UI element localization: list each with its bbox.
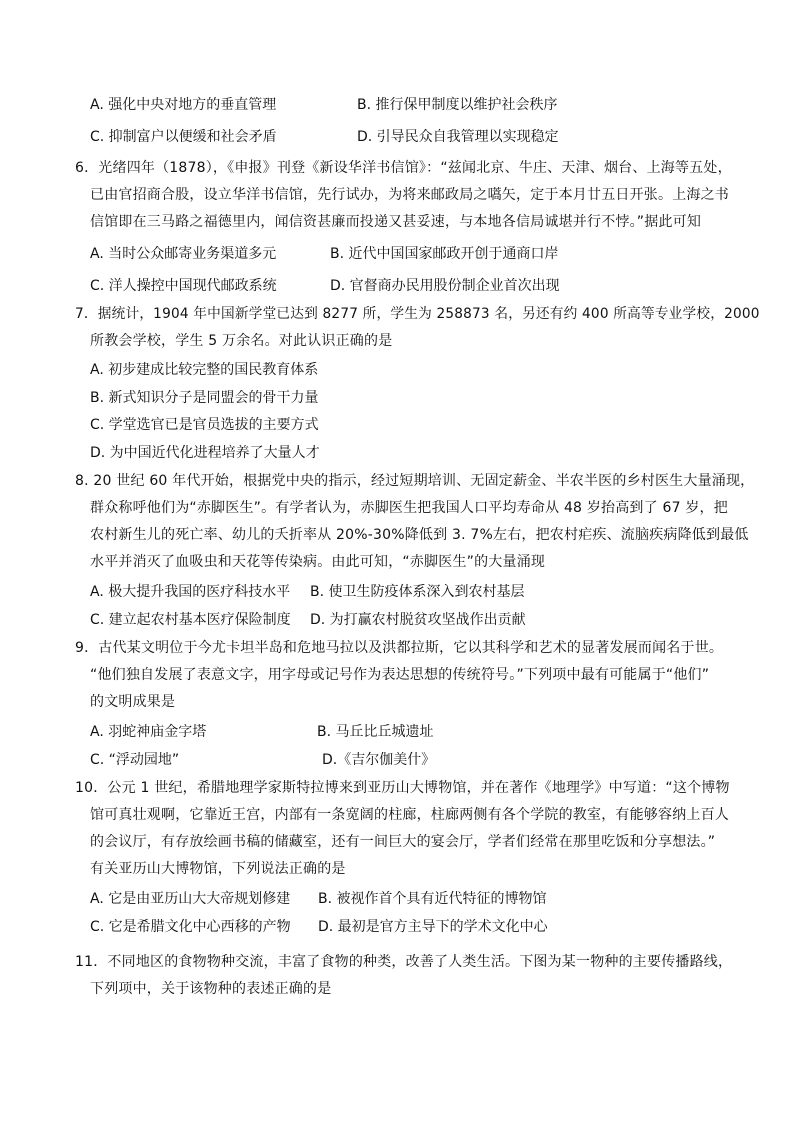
q7-option-a: A. 初步建成比较完整的国民教育体系 — [90, 362, 319, 378]
q6-option-b: B. 近代中国国家邮政开创于通商口岸 — [330, 246, 559, 262]
q5-option-a: A. 强化中央对地方的垂直管理 — [90, 97, 277, 113]
q10-option-b: B. 被视作首个具有近代特征的博物馆 — [318, 891, 547, 907]
q7-line-1: 7．据统计，1904 年中国新学堂已达到 8277 所，学生为 258873 名，另还有约 400 所高等专业学校，2000 — [75, 306, 760, 322]
q6-line-3: 信馆即在三马路之福德里内，闻信资甚廉而投递又甚妥速，与本地各信局诚堪并行不悖。”据此可知 — [90, 214, 702, 230]
q8-line-4: 水平并消灭了血吸虫和天花等传染病。由此可知，“赤脚医生”的大量涌现 — [90, 554, 546, 570]
q10-line-2: 馆可真壮观啊，它靠近王宫，内部有一条宽阔的柱廊，柱廊两侧有各个学院的教室，有能够容纳上百人 — [90, 807, 729, 823]
q8-option-d: D. 为打赢农村脱贫攻坚战作出贡献 — [310, 612, 526, 628]
q9-option-b: B. 马丘比丘城遗址 — [317, 724, 434, 740]
q10-option-a: A. 它是由亚历山大大帝规划修建 — [90, 891, 291, 907]
q5-option-d: D. 引导民众自我管理以实现稳定 — [357, 129, 559, 145]
q7-option-d: D. 为中国近代化进程培养了大量人才 — [90, 445, 320, 461]
q7-line-2: 所教会学校，学生 5 万余名。对此认识正确的是 — [90, 333, 393, 349]
q11-line-1: 11．不同地区的食物物种交流，丰富了食物的种类，改善了人类生活。下图为某一物种的主要传播路线， — [75, 954, 733, 970]
q8-option-b: B. 使卫生防疫体系深入到农村基层 — [310, 584, 525, 600]
q6-line-1: 6．光绪四年（1878），《申报》刊登《新设华洋书信馆》：“兹闻北京、牛庄、天津、烟台、上海等五处， — [75, 160, 732, 176]
q5-option-c: C. 抑制富户以便缓和社会矛盾 — [90, 129, 277, 145]
q6-option-c: C. 洋人操控中国现代邮政系统 — [90, 278, 277, 294]
q8-option-a: A. 极大提升我国的医疗科技水平 — [90, 584, 291, 600]
q10-line-3: 的会议厅，有存放绘画书稿的储藏室，还有一间巨大的宴会厅，学者们经常在那里吃饭和分享想法。” — [90, 834, 716, 850]
q7-option-c: C. 学堂选官已是官员选拔的主要方式 — [90, 417, 319, 433]
q11-line-2: 下列项中，关于该物种的表述正确的是 — [90, 981, 332, 997]
q8-option-c: C. 建立起农村基本医疗保险制度 — [90, 612, 291, 628]
q7-option-b: B. 新式知识分子是同盟会的骨干力量 — [90, 390, 319, 406]
q10-option-c: C. 它是希腊文化中心西移的产物 — [90, 919, 291, 935]
q9-line-2: “他们独自发展了表意文字，用字母或记号作为表达思想的传统符号。”下列项中最有可能属于“他们” — [90, 667, 710, 683]
q9-line-1: 9．古代某文明位于今尤卡坦半岛和危地马拉以及洪都拉斯，它以其科学和艺术的显著发展而闻名于世。 — [75, 640, 724, 656]
q10-option-d: D. 最初是官方主导下的学术文化中心 — [318, 919, 548, 935]
q6-option-a: A. 当时公众邮寄业务渠道多元 — [90, 246, 277, 262]
q10-line-1: 10．公元 1 世纪，希腊地理学家斯特拉博来到亚历山大博物馆，并在著作《地理学》中写道：“这个博物 — [75, 780, 730, 796]
q6-line-2: 已由官招商合股，设立华洋书信馆，先行试办，为将来邮政局之嚆矢，定于本月廿五日开张。上海之书 — [90, 187, 729, 203]
q8-line-1: 8. 20 世纪 60 年代开始，根据党中央的指示，经过短期培训、无固定薪金、半农半医的乡村医生大量涌现， — [75, 473, 755, 489]
q9-option-d: D.《吉尔伽美什》 — [322, 752, 436, 768]
q9-line-3: 的文明成果是 — [90, 694, 176, 710]
q9-option-c: C. “浮动园地” — [90, 752, 180, 768]
q8-line-3: 农村新生儿的死亡率、幼儿的夭折率从 20%-30%降低到 3. 7%左右，把农村疟疾、流脑疾病降低到最低 — [90, 527, 749, 543]
q5-option-b: B. 推行保甲制度以维护社会秩序 — [357, 97, 558, 113]
q6-option-d: D. 官督商办民用股份制企业首次出现 — [330, 278, 560, 294]
q9-option-a: A. 羽蛇神庙金字塔 — [90, 724, 207, 740]
q8-line-2: 群众称呼他们为“赤脚医生”。有学者认为，赤脚医生把我国人口平均寿命从 48 岁抬高到了 67 岁，把 — [90, 500, 728, 516]
q10-line-4: 有关亚历山大博物馆，下列说法正确的是 — [90, 861, 346, 877]
